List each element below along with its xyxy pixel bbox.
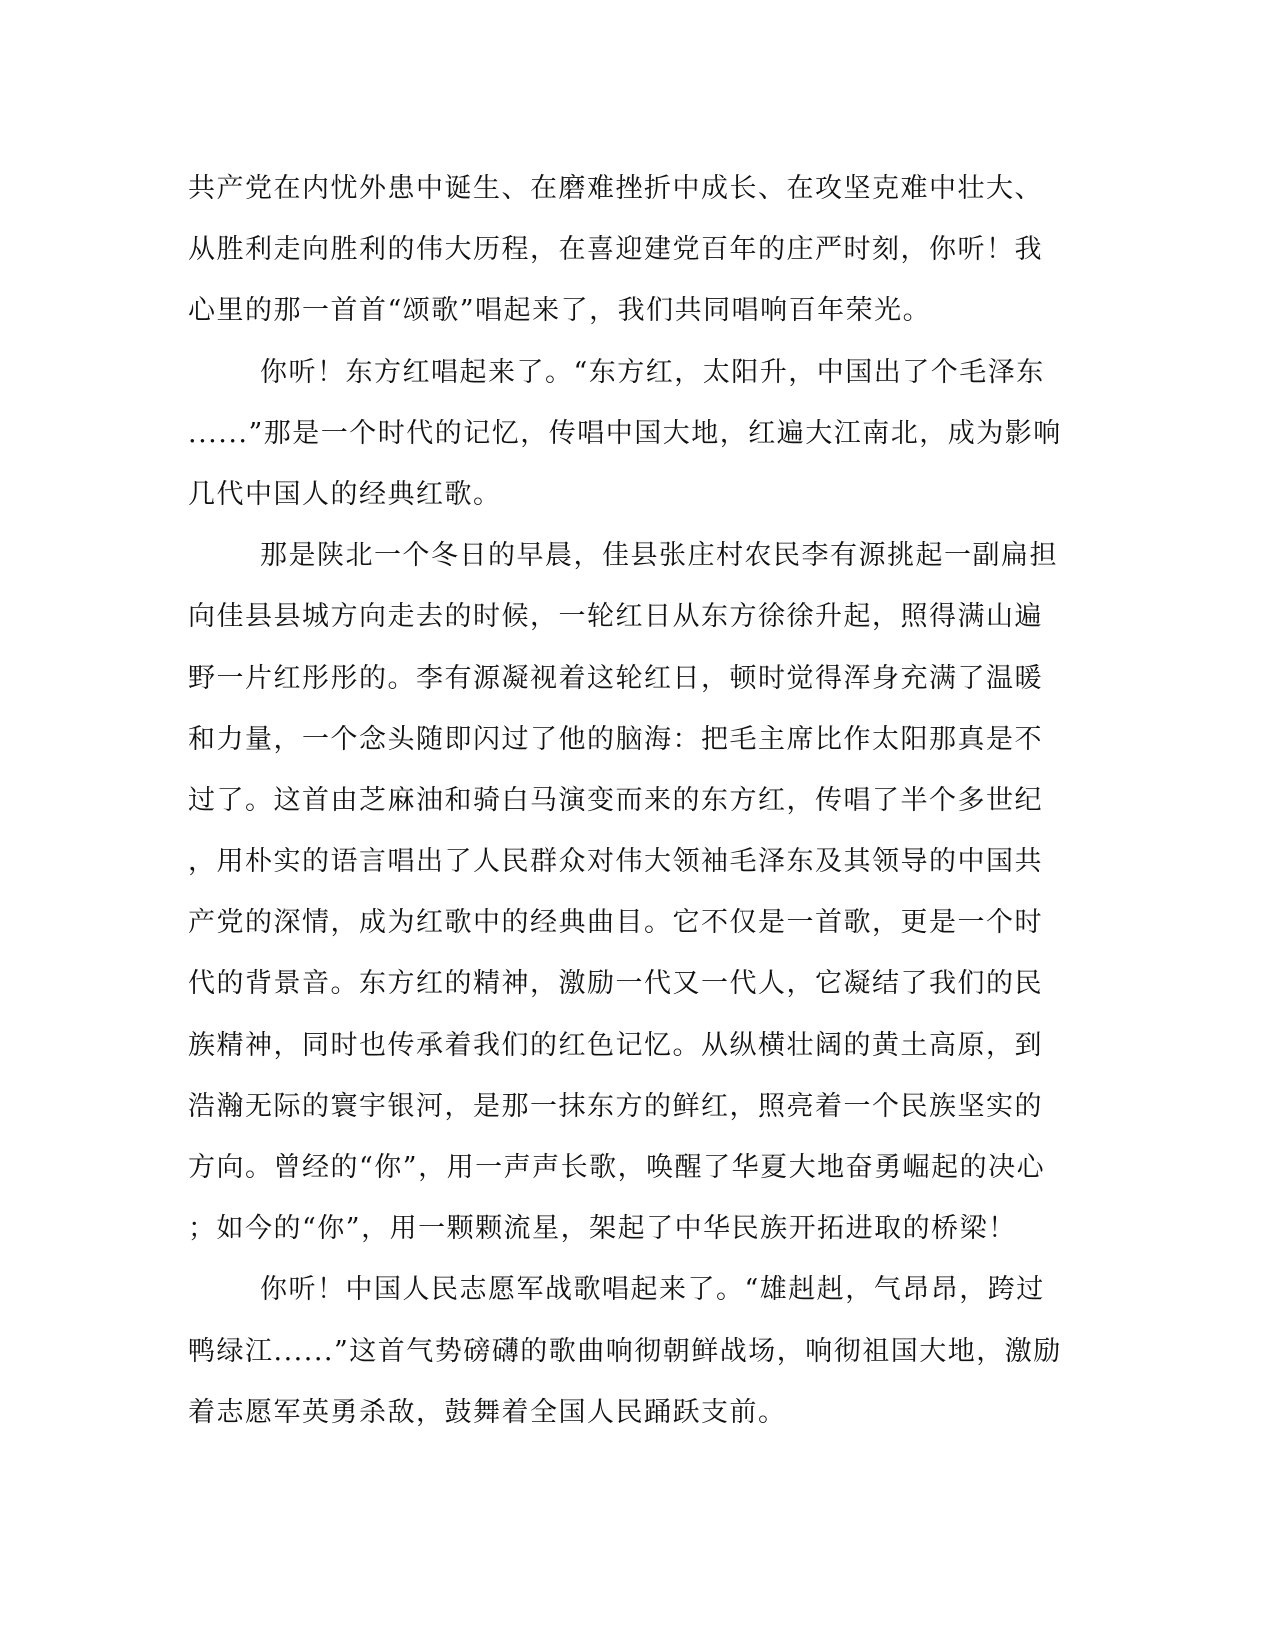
- text-line: 从胜利走向胜利的伟大历程，在喜迎建党百年的庄严时刻，你听！我: [188, 234, 1043, 266]
- text-line: 几代中国人的经典红歌。: [188, 478, 502, 510]
- text-line: 共产党在内忧外患中诞生、在磨难挫折中成长、在攻坚克难中壮大、: [188, 173, 1043, 204]
- text-line: 心里的那一首首“颂歌”唱起来了，我们共同唱响百年荣光。: [188, 295, 932, 327]
- paragraph-start-line: 那是陕北一个冬日的早晨，佳县张庄村农民李有源挑起一副扁担: [260, 540, 1058, 572]
- text-line: ；如今的“你”，用一颗颗流星，架起了中华民族开拓进取的桥梁！: [188, 1213, 1017, 1245]
- text-line: 野一片红彤彤的。李有源凝视着这轮红日，顿时觉得浑身充满了温暖: [188, 662, 1043, 694]
- text-line: 向佳县县城方向走去的时候，一轮红日从东方徐徐升起，照得满山遍: [188, 601, 1043, 633]
- text-line: 浩瀚无际的寰宇银河，是那一抹东方的鲜红，照亮着一个民族坚实的: [188, 1090, 1043, 1122]
- paragraph-start-line: 你听！东方红唱起来了。“东方红，太阳升，中国出了个毛泽东: [260, 356, 1045, 388]
- text-line: 产党的深情，成为红歌中的经典曲目。它不仅是一首歌，更是一个时: [188, 907, 1043, 939]
- text-line: 和力量，一个念头随即闪过了他的脑海：把毛主席比作太阳那真是不: [188, 723, 1043, 755]
- text-line: 族精神，同时也传承着我们的红色记忆。从纵横壮阔的黄土高原，到: [188, 1029, 1043, 1061]
- text-line: 过了。这首由芝麻油和骑白马演变而来的东方红，传唱了半个多世纪: [188, 784, 1043, 816]
- text-line: 着志愿军英勇杀敌，鼓舞着全国人民踊跃支前。: [188, 1396, 787, 1428]
- text-line: 鸭绿江......”这首气势磅礴的歌曲响彻朝鲜战场，响彻祖国大地，激励: [188, 1335, 1062, 1367]
- text-line: 代的背景音。东方红的精神，激励一代又一代人，它凝结了我们的民: [188, 968, 1043, 1000]
- text-line: ......”那是一个时代的记忆，传唱中国大地，红遍大江南北，成为影响: [188, 417, 1062, 449]
- paragraph-start-line: 你听！中国人民志愿军战歌唱起来了。“雄赳赳，气昂昂，跨过: [260, 1274, 1045, 1306]
- text-line: ，用朴实的语言唱出了人民群众对伟大领袖毛泽东及其领导的中国共: [188, 846, 1043, 878]
- text-line: 方向。曾经的“你”，用一声声长歌，唤醒了华夏大地奋勇崛起的决心: [188, 1152, 1046, 1183]
- body-text: [188, 158, 1068, 1443]
